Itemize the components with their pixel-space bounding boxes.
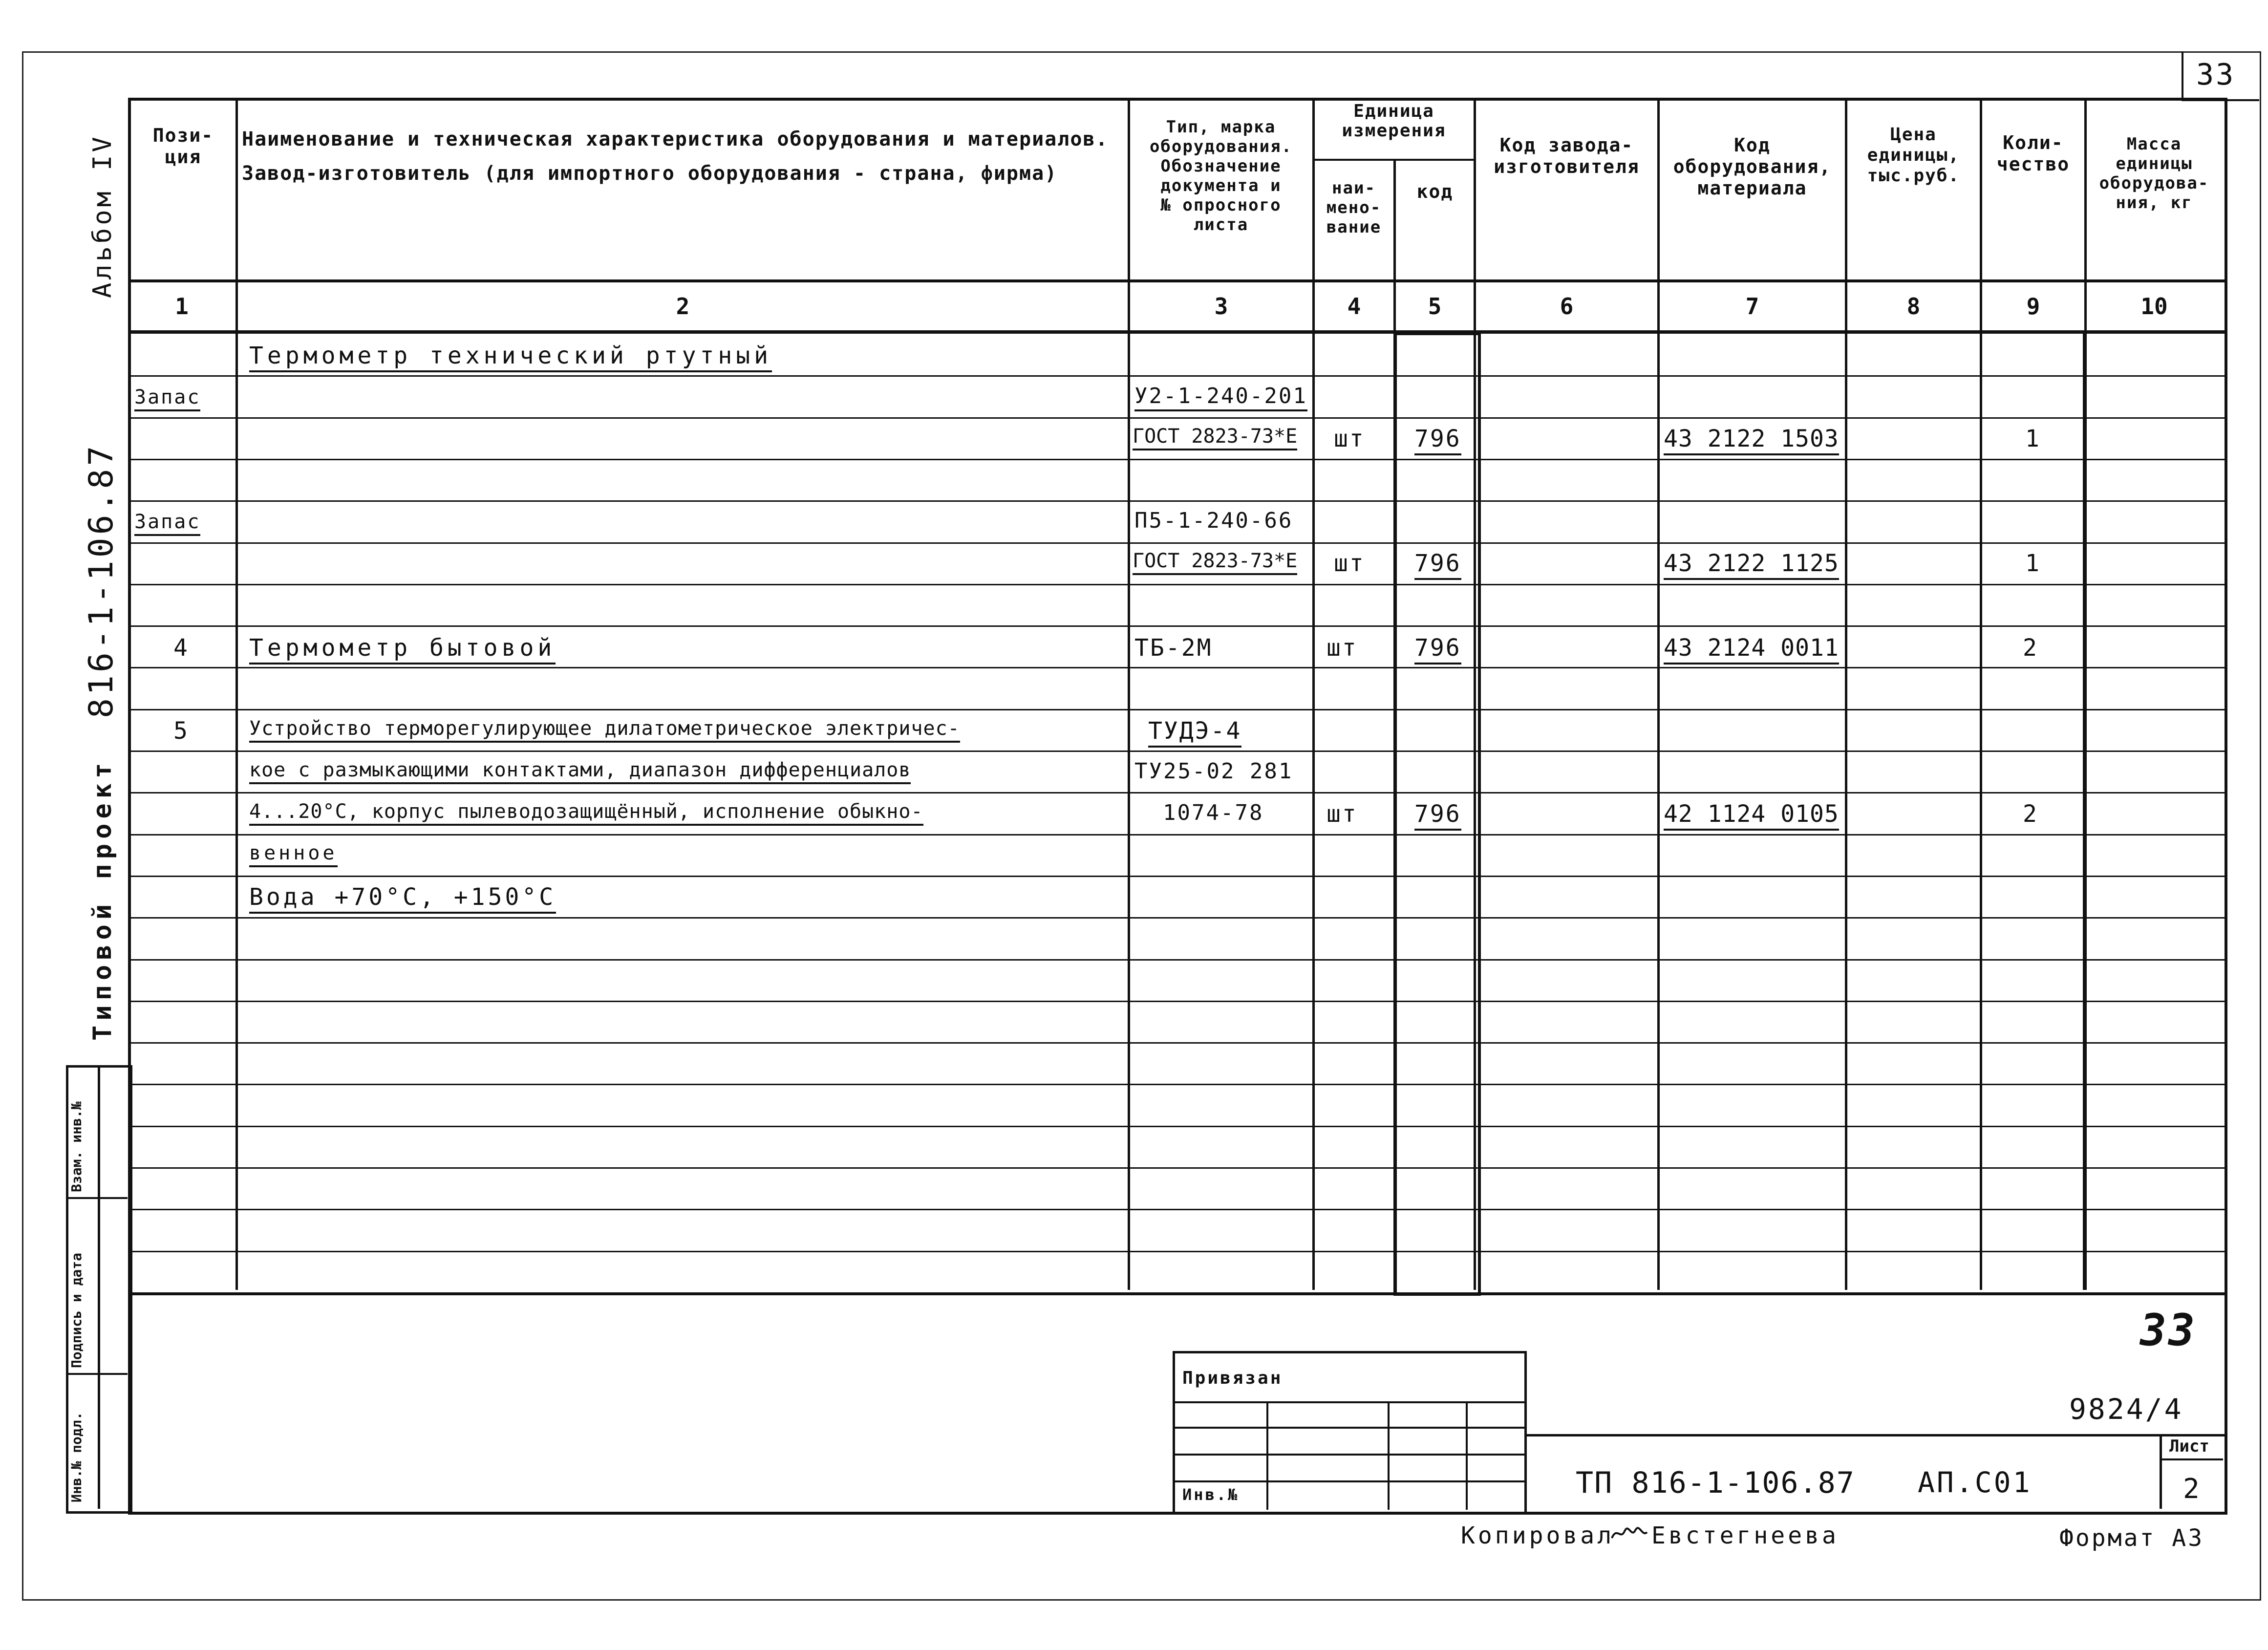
table-row-line xyxy=(128,375,2225,377)
table-row-line xyxy=(128,500,2225,502)
row-9-pos: 5 xyxy=(173,717,189,745)
col7-header: Код оборудования, материала xyxy=(1673,134,1832,199)
unit-group-header: Единица измерения xyxy=(1342,101,1446,141)
row-5-qty: 1 xyxy=(2025,550,2041,577)
row-5-type: ГОСТ 2823-73*Е xyxy=(1133,550,1297,575)
sheet-label: Лист xyxy=(2169,1436,2209,1456)
col3-header: Тип, марка оборудования. Обозначение документа и № опросного листа xyxy=(1149,117,1293,235)
row-11-name: 4...20°С, корпус пылеводозащищённый, исполнение обыкно- xyxy=(249,800,923,826)
table-row-line xyxy=(128,1251,2225,1252)
col8-header: Цена единицы, тыс.руб. xyxy=(1867,125,1960,186)
table-row-line xyxy=(128,625,2225,627)
col1-header: Пози- ция xyxy=(152,125,214,168)
table-row-line xyxy=(128,417,2225,419)
row-1-type: У2-1-240-201 xyxy=(1134,384,1307,411)
row-5-mat-code: 43 2122 1125 xyxy=(1664,550,1839,580)
row-7-unit: шт xyxy=(1327,634,1358,662)
col2-header-line2: Завод-изготовитель (для импортного оборудования - страна, фирма) xyxy=(242,162,1058,185)
sheet-num: 2 xyxy=(2183,1473,2202,1505)
row-2-qty: 1 xyxy=(2025,425,2041,452)
col9-header: Коли- чество xyxy=(1996,132,2070,175)
table-row-line xyxy=(128,1209,2225,1210)
sheet-code: АП.С01 xyxy=(1918,1466,2032,1499)
table-row-line xyxy=(128,792,2225,793)
table-row-line xyxy=(128,709,2225,710)
table-row-line xyxy=(128,542,2225,544)
row-4-pos: Запас xyxy=(134,511,200,536)
table-row-line xyxy=(128,459,2225,460)
sheet-number-top: 33 xyxy=(2196,58,2236,92)
table-row-line xyxy=(128,917,2225,919)
table-row-line xyxy=(128,1001,2225,1002)
col4-header: наи- мено- вание xyxy=(1326,178,1382,237)
row-5-unit: шт xyxy=(1334,550,1365,577)
row-11-unit-code: 796 xyxy=(1414,800,1461,831)
colnum-3: 3 xyxy=(1214,293,1228,320)
table-row-line xyxy=(128,834,2225,836)
col10-header: Масса единицы оборудова- ния, кг xyxy=(2099,134,2209,213)
table-row-line xyxy=(128,1292,2225,1295)
row-2-type: ГОСТ 2823-73*Е xyxy=(1133,425,1297,450)
row-5-unit-code: 796 xyxy=(1414,550,1461,580)
designation: ТП 816-1-106.87 xyxy=(1576,1466,1855,1500)
format-label: Формат А3 xyxy=(2059,1524,2204,1552)
row-13-name: Вода +70°С, +150°С xyxy=(249,883,556,914)
colnum-2: 2 xyxy=(676,293,690,320)
project-type-vertical: Типовой проект xyxy=(88,758,117,1041)
colnum-7: 7 xyxy=(1745,293,1759,320)
row-7-qty: 2 xyxy=(2023,634,2038,662)
colnum-8: 8 xyxy=(1906,293,1921,320)
col2-header xyxy=(242,122,1126,191)
document-number: 9824/4 xyxy=(2069,1393,2183,1426)
colnum-10: 10 xyxy=(2140,293,2168,320)
row-7-type: ТБ-2М xyxy=(1134,634,1213,662)
album-label: Альбом IV xyxy=(88,134,117,298)
table-row-line xyxy=(128,1126,2225,1127)
signature-scribble-icon xyxy=(1610,1523,1649,1543)
row-11-unit: шт xyxy=(1327,800,1358,828)
stamp-inv-label: Инв.№ подл. xyxy=(68,1412,85,1502)
tied-label: Привязан xyxy=(1182,1368,1283,1388)
row-11-mat-code: 42 1124 0105 xyxy=(1664,800,1839,831)
row-7-mat-code: 43 2124 0011 xyxy=(1664,634,1839,664)
row-10-name: кое с размыкающими контактами, диапазон дифференциалов xyxy=(249,759,911,784)
copied-by-label: Копировал xyxy=(1461,1522,1615,1549)
row-0-name: Термометр технический ртутный xyxy=(249,342,772,372)
colnum-1: 1 xyxy=(175,293,189,320)
table-row-line xyxy=(128,959,2225,961)
inv-label: Инв.№ xyxy=(1182,1485,1240,1504)
row-11-type: 1074-78 xyxy=(1163,800,1264,825)
row-9-name: Устройство терморегулирующее дилатометрическое электричес- xyxy=(249,717,960,743)
table-row-line xyxy=(128,667,2225,668)
table-row-line xyxy=(128,1042,2225,1044)
table-row-line xyxy=(128,584,2225,585)
row-7-pos: 4 xyxy=(173,634,189,662)
colnum-9: 9 xyxy=(2026,293,2040,320)
row-1-pos: Запас xyxy=(134,386,200,411)
project-code-vertical: 816-1-106.87 xyxy=(82,443,121,718)
row-7-unit-code: 796 xyxy=(1414,634,1461,664)
stamp-replace-label: Взам. инв.№ xyxy=(68,1101,85,1192)
table-row-line xyxy=(128,876,2225,877)
colnum-4: 4 xyxy=(1347,293,1361,320)
copier-signature xyxy=(1610,1523,1649,1543)
handwritten-page-number: 33 xyxy=(2140,1305,2197,1356)
row-11-qty: 2 xyxy=(2023,800,2038,828)
table-row-line xyxy=(128,1084,2225,1085)
row-2-unit: шт xyxy=(1334,425,1365,452)
row-7-name: Термометр бытовой xyxy=(249,634,556,664)
row-2-mat-code: 43 2122 1503 xyxy=(1664,425,1839,455)
colnum-5: 5 xyxy=(1428,293,1442,320)
col6-header: Код завода- изготовителя xyxy=(1494,134,1640,177)
row-2-unit-code: 796 xyxy=(1414,425,1461,455)
stamp-signature-label: Подпись и дата xyxy=(68,1252,85,1368)
row-9-type: ТУДЭ-4 xyxy=(1148,717,1241,748)
col5-header: код xyxy=(1416,181,1454,202)
copier-name: Евстегнеева xyxy=(1651,1522,1839,1549)
row-12-name: венное xyxy=(249,842,338,867)
colnum-6: 6 xyxy=(1560,293,1574,320)
row-10-type: ТУ25-02 281 xyxy=(1134,759,1293,784)
row-4-type: П5-1-240-66 xyxy=(1134,508,1293,533)
col2-header-line1: Наименование и техническая характеристика оборудования и материалов. xyxy=(242,128,1109,150)
table-row-line xyxy=(128,750,2225,752)
table-row-line xyxy=(128,1167,2225,1169)
